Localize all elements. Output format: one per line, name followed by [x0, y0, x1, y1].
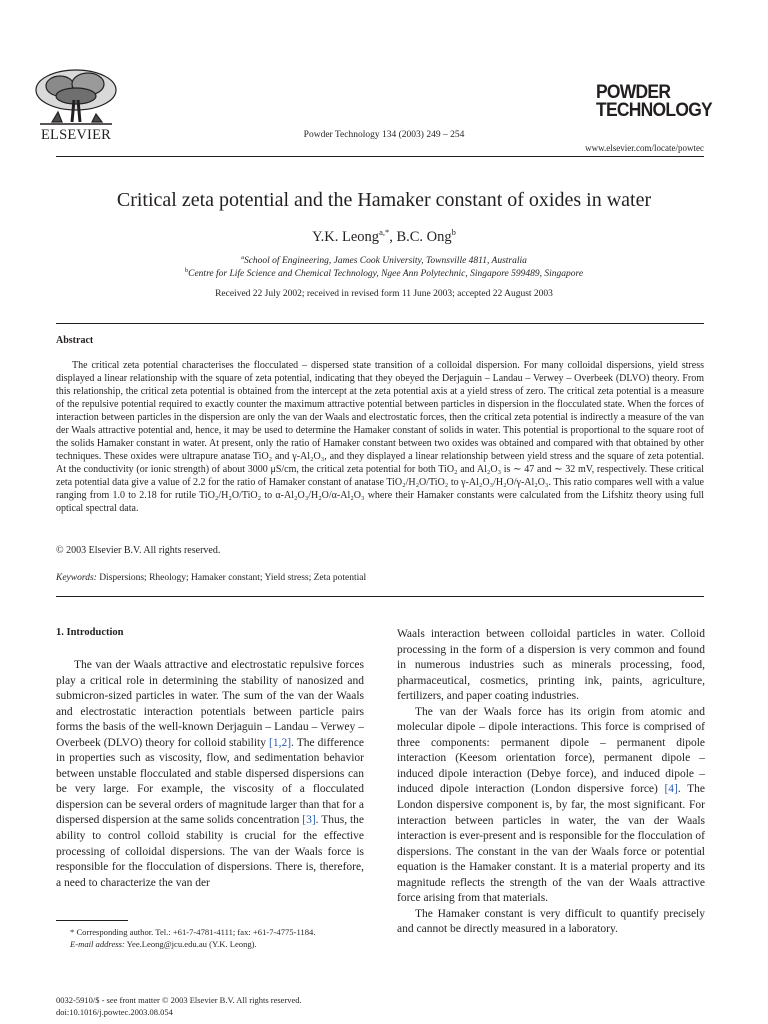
journal-logo — [596, 84, 712, 120]
affil-text: School of Engineering, James Cook University, Townsville 4811, Australia — [243, 256, 527, 267]
author-name: B.C. Ong — [396, 228, 452, 245]
author-list — [0, 227, 768, 246]
left-column — [56, 658, 364, 891]
email-address[interactable]: Yee.Leong@jcu.edu.au (Y.K. Leong). — [124, 939, 257, 949]
issn-line: 0032-5910/$ - see front matter © 2003 Elsevier B.V. All rights reserved. — [56, 995, 302, 1005]
right-column — [397, 627, 705, 938]
paragraph-text: The van der Waals attractive and electrostatic repulsive forces play a critical role in determining the stability of nanosized and submicron-sized particles in water. The sum of the van der Waals and electrostatic interaction potentials between particle pairs forms the basis of the well-known Derjaguin – Landau – Verwey – Overbeek (DLVO) theory for colloid stability — [56, 659, 364, 749]
paragraph-text: . The difference in properties such as viscosity, flow, and sedimentation behavior between unstable flocculated and stable dispersed dispersions can be very large. For example, the viscosity of a flocculated dispersion can be several orders of magnitude larger than that for a dispersed dispersion at the same solids concentration — [56, 736, 364, 827]
affil-mark: b — [184, 267, 189, 274]
citation-link[interactable]: [1,2] — [269, 736, 292, 749]
publisher-name: ELSEVIER — [40, 127, 112, 143]
abstract-heading: Abstract — [56, 335, 94, 346]
author-name: Y.K. Leong — [312, 228, 380, 245]
footer-info — [56, 994, 302, 1018]
abstract-rule — [56, 596, 704, 597]
received-dates: Received 22 July 2002; received in revised form 11 June 2003; accepted 22 August 2003 — [215, 289, 553, 299]
paragraph — [56, 658, 364, 891]
journal-logo-line2: TECHNOLOGY — [596, 100, 712, 121]
doi-line[interactable]: doi:10.1016/j.powtec.2003.08.054 — [56, 1007, 173, 1017]
footnote-rule — [56, 920, 128, 921]
author-affil-mark: a,* — [379, 227, 390, 237]
email-line — [56, 938, 376, 950]
paragraph-text: The van der Waals force has its origin from atomic and molecular dipole – dipole interactions. This force is comprised of three components: permanent dipole – permanent dipole interaction (Keesom orientation force), permanent dipole – induced dipole interaction (Debye force), and induced dipole – induced dipole interaction (London dispersive force) — [397, 705, 705, 796]
corresponding-author: * Corresponding author. Tel.: +61-7-4781-4111; fax: +61-7-4775-1184. — [70, 927, 316, 937]
article-title: Critical zeta potential and the Hamaker constant of oxides in water — [116, 189, 652, 211]
copyright-notice: © 2003 Elsevier B.V. All rights reserved. — [56, 545, 221, 556]
paragraph: Waals interaction between colloidal particles in water. Colloid processing in the form of a dispersion is very common and found in numerous industries such as minerals processing, food, pharmaceutical, cosmetics, printing ink, paints, agriculture, fertilizers, and paper coating industries. — [397, 628, 705, 703]
elsevier-tree-logo — [26, 66, 126, 128]
affiliation-b — [0, 267, 768, 279]
journal-reference: Powder Technology 134 (2003) 249 – 254 — [303, 130, 465, 140]
author-separator: , — [389, 228, 397, 245]
affil-mark: a — [241, 254, 244, 261]
citation-link[interactable]: [3] — [302, 814, 316, 827]
paragraph — [397, 705, 705, 907]
keywords-label: Keywords: — [56, 573, 97, 583]
citation-link[interactable]: [4] — [664, 783, 678, 796]
author-affil-mark: b — [451, 227, 456, 237]
paragraph-text: . The London dispersive component is, by far, the most significant. For interaction between particles in water, the van der Waals interaction is ever-present and is responsible for the flocculation of dispersions. The constant in the van der Waals force or potential equation is the Hamaker constant. It is a material property and its magnitude reflects the strength of the van der Waals attractive force arising from that materials. — [397, 783, 705, 905]
keywords — [56, 573, 366, 583]
section-heading: 1. Introduction — [56, 627, 124, 638]
affil-text: Centre for Life Science and Chemical Technology, Ngee Ann Polytechnic, Singapore 599489, Singapore — [188, 269, 584, 280]
paragraph: The Hamaker constant is very difficult to quantify precisely and cannot be directly measured in a laboratory. — [397, 907, 705, 936]
header-rule — [56, 156, 704, 157]
affiliation-a — [0, 254, 768, 266]
journal-url[interactable]: www.elsevier.com/locate/powtec — [585, 143, 704, 153]
journal-logo-line1: POWDER — [596, 82, 671, 103]
title-rule — [56, 323, 704, 324]
paragraph-text: . Thus, the ability to control colloid stability is crucial for the effective processing of colloidal dispersions. The van der Waals force is responsible for the flocculation of dispersions. There is, therefore, a need to characterize the van der — [56, 814, 364, 889]
abstract-text: The critical zeta potential characterises the flocculated – dispersed state transition of a colloidal dispersion. For many colloidal dispersions, yield stress displayed a linear relationship with the square of zeta potential, indicating that they obeyed the Derjaguin – Landau – Verwey – Overbeek (DLVO) theory. From this relationship, the critical zeta potential is obtained from the intercept at the zeta potential axis at a yield stress of zero. The critical zeta potential is a measure of the repulsive potential required to exactly counter the maximum attractive potential between particles in dispersion in the flocculated state. When the forces of interaction between particles in the dispersion are only the van der Waals and electrostatic forces, then the critical zeta potential is indirectly a measure of the van der Waals attractive potential and, hence, it may be used to determine the Hamaker constant of solids in water. This potential is proportional to the square root of the solids Hamaker constant in water. At present, only the ratio of Hamaker constant between two oxides was obtained and compared with that obtained by other techniques. These oxides were ultrapure anatase TiO₂ and γ-Al₂O₃, and they displayed a linear relationship between yield stress and the square of zeta potential. At the conductivity (or ionic strength) of about 3000 μS/cm, the critical zeta potential for both TiO₂ and Al₂O₃ is ∼ 47 and ∼ 32 mV, respectively. These critical zeta potential data give a value of 2.2 for the ratio of Hamaker constant of anatase TiO₂/H₂O/TiO₂ to γ-Al₂O₃/H₂O/γ-Al₂O₃. This ratio compares well with a value ranging from 1.0 to 2.18 for rutile TiO₂/H₂O/TiO₂ to α-Al₂O₃/H₂O/α-Al₂O₃ where their Hamaker constants were calculated from the Lifshitz theory using full optical spectral data. — [56, 360, 704, 514]
email-label: E-mail address: — [70, 939, 125, 949]
footnote — [56, 926, 376, 950]
keywords-list: Dispersions; Rheology; Hamaker constant; Yield stress; Zeta potential — [96, 573, 367, 583]
